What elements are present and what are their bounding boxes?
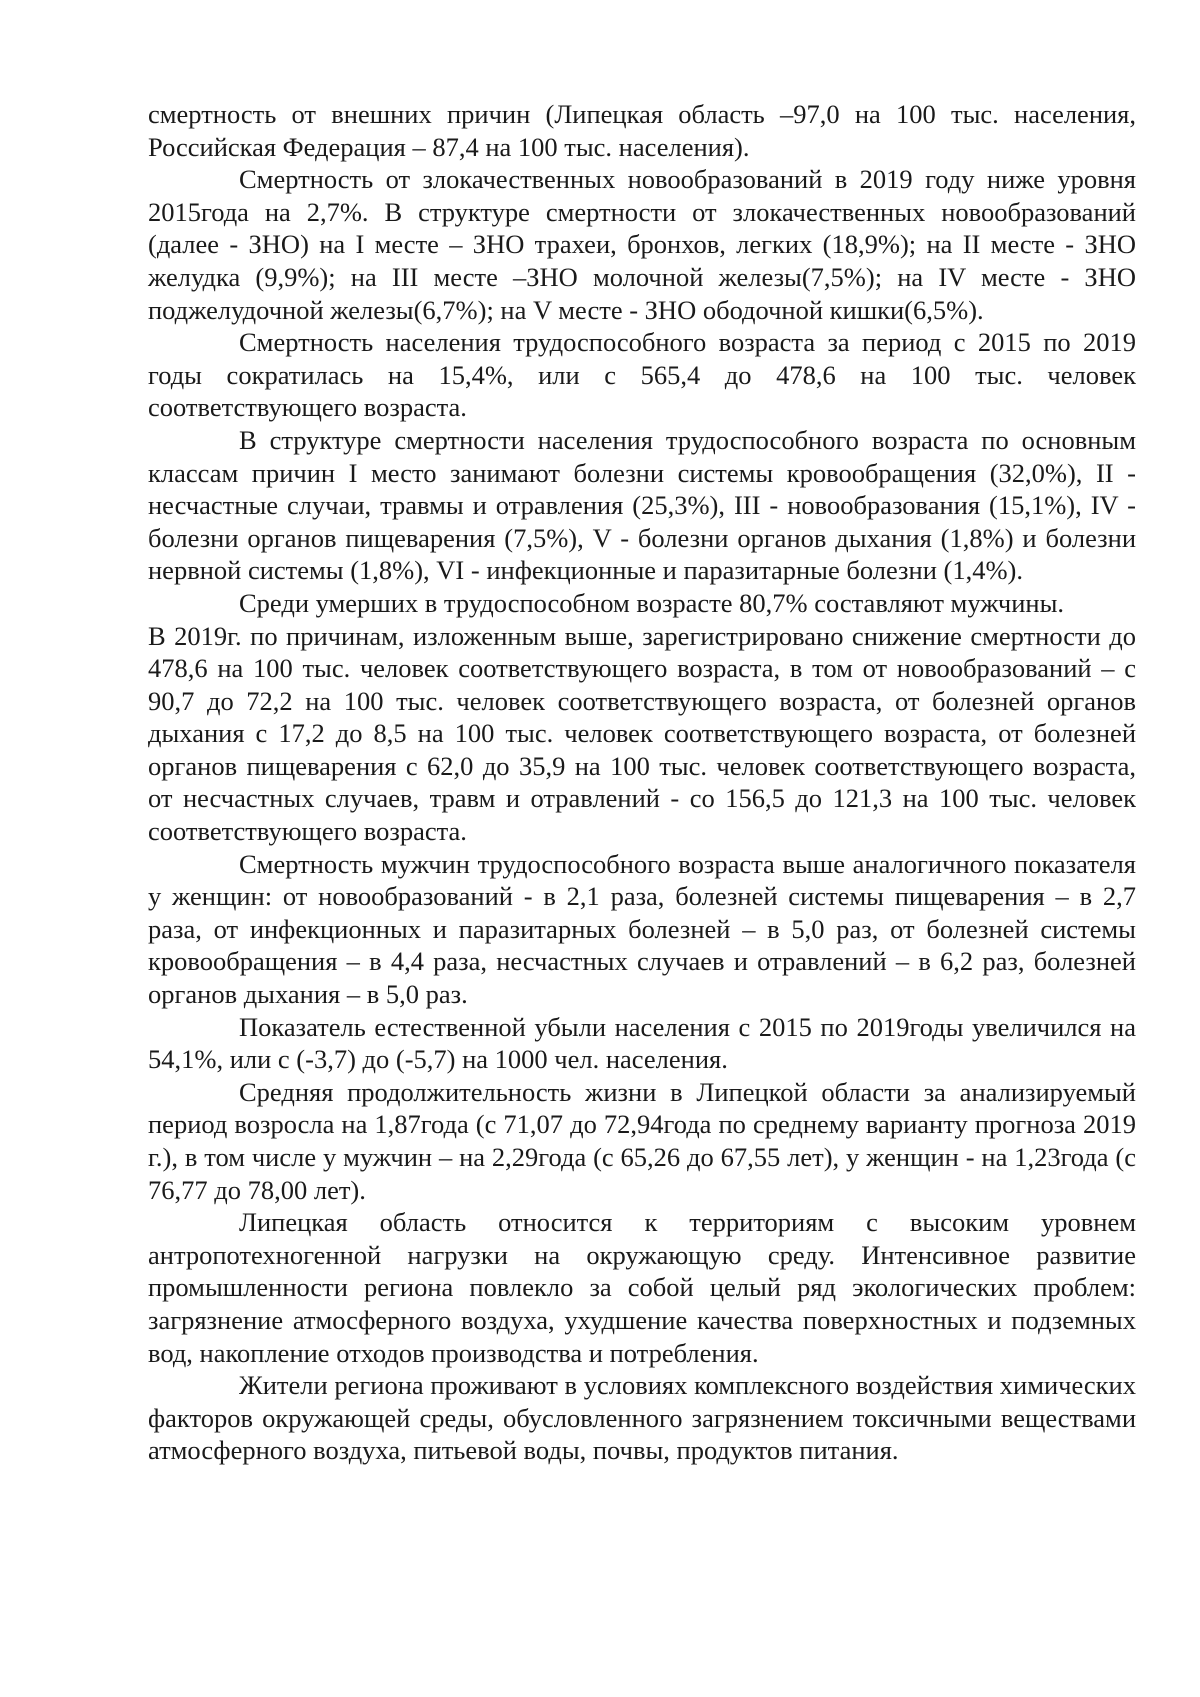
paragraph-working-age-mortality: Смертность населения трудоспособного возраста за период с 2015 по 2019 годы сократилась на 15,4%, или с 565,4 до 478,6 на 100 тыс. человек соответствующего возраста. [148, 327, 1136, 423]
paragraph-mortality-decline: В 2019г. по причинам, изложенным выше, зарегистрировано снижение смертности до 478,6 на 100 тыс. человек соответствующего возраста, в том от новообразований – с 90,7 до 72,2 на 100 тыс. человек соответствующего возраста, от болезней органов дыхания с 17,2 до 8,5 на 100 тыс. человек соответствующего возраста, от болезней органов пищеварения с 62,0 до 35,9 на 100 тыс. человек соответствующего возраста, от несчастных случаев, травм и отравлений - со 156,5 до 121,3 на 100 тыс. человек соответствующего возраста. [148, 620, 1136, 847]
paragraph-ecology: Липецкая область относится к территориям с высоким уровнем антропотехногенной нагрузки на окружающую среду. Интенсивное развитие промышленности региона повлекло за собой целый ряд экологических проблем: загрязнение атмосферного воздуха, ухудшение качества поверхностных и подземных вод, накопление отходов производства и потребления. [148, 1207, 1136, 1368]
paragraph-male-share: Среди умерших в трудоспособном возрасте 80,7% составляют мужчины. [239, 587, 1064, 618]
paragraph-external-causes: смертность от внешних причин (Липецкая область –97,0 на 100 тыс. населения, Российская Федерация – 87,4 на 100 тыс. населения). [148, 99, 1136, 162]
paragraph-male-vs-female: Смертность мужчин трудоспособного возраста выше аналогичного показателя у женщин: от новообразований - в 2,1 раза, болезней системы пищеварения – в 2,7 раза, от инфекционных и паразитарных болезней – в 5,0 раз, от болезней системы кровообращения – в 4,4 раза, несчастных случаев и отравлений – в 6,2 раз, болезней органов дыхания – в 5,0 раз. [148, 848, 1136, 1010]
paragraph-chemical-factors: Жители региона проживают в условиях комплексного воздействия химических факторов окружающей среды, обусловленного загрязнением токсичными веществами атмосферного воздуха, питьевой воды, почвы, продуктов питания. [148, 1370, 1136, 1466]
document-page [148, 98, 1136, 1467]
paragraph-working-age-structure: В структуре смертности населения трудоспособного возраста по основным классам причин I место занимают болезни системы кровообращения (32,0%), II - несчастные случаи, травмы и отравления (25,3%), III - новообразования (15,1%), IV - болезни органов пищеварения (7,5%), V - болезни органов дыхания (1,8%) и болезни нервной системы (1,8%), VI - инфекционные и паразитарные болезни (1,4%). [148, 424, 1136, 586]
paragraph-life-expectancy: Средняя продолжительность жизни в Липецкой области за анализируемый период возросла на 1,87года (с 71,07 до 72,94года по среднему варианту прогноза 2019 г.), в том числе у мужчин – на 2,29года (с 65,26 до 67,55 лет), у женщин - на 1,23года (с 76,77 до 78,00 лет). [148, 1076, 1136, 1205]
paragraph-natural-decline: Показатель естественной убыли населения с 2015 по 2019годы увеличился на 54,1%, или с (-3,7) до (-5,7) на 1000 чел. населения. [148, 1011, 1136, 1075]
paragraph-cancer-mortality: Смертность от злокачественных новообразований в 2019 году ниже уровня 2015года на 2,7%. В структуре смертности от злокачественных новообразований (далее - ЗНО) на I месте – ЗНО трахеи, бронхов, легких (18,9%); на II месте - ЗНО желудка (9,9%); на III месте –ЗНО молочной железы(7,5%); на IV месте - ЗНО поджелудочной железы(6,7%); на V месте - ЗНО ободочной кишки(6,5%). [148, 164, 1136, 325]
